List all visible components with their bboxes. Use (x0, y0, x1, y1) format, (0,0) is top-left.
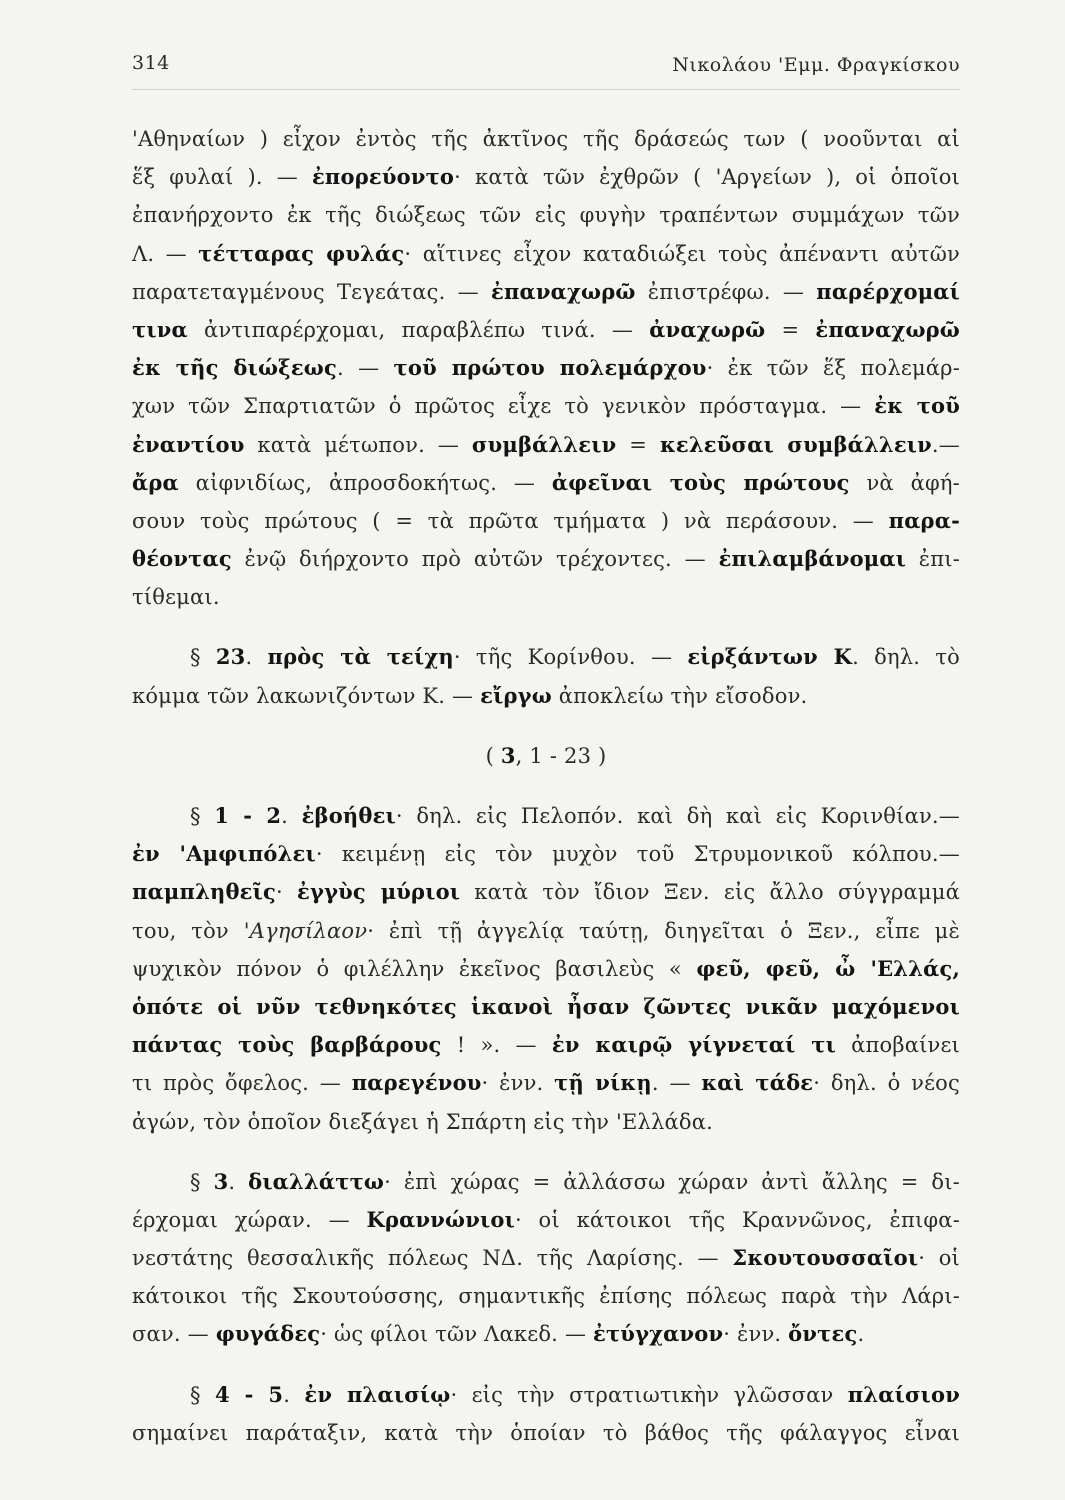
text-line: νεστάτης θεσσαλικῆς πόλεως ΝΔ. τῆς Λαρίσης. — Σκουτουσσαῖοι· οἱ (132, 1245, 960, 1271)
page-number: 314 (132, 52, 170, 74)
section-4-5-line: § 4 - 5. ἐν πλαισίῳ· εἰς τὴν στρατιωτικὴν γλῶσσαν πλαίσιον (190, 1381, 960, 1407)
commentary-text (132, 120, 960, 1452)
text-line: τίθεμαι. (132, 585, 220, 610)
text-line: κόμμα τῶν λακωνιζόντων Κ. — εἴργω ἀποκλείω τὴν εἴσοδον. (132, 682, 808, 708)
text-line: ψυχικὸν πόνον ὁ φιλέλλην ἐκεῖνος βασιλεὺς « φεῦ, φεῦ, ὦ 'Ελλάς, (132, 955, 960, 981)
text-line: θέοντας ἐνῷ διήρχοντο πρὸ αὐτῶν τρέχοντες. — ἐπιλαμβάνομαι ἐπι- (132, 546, 960, 572)
text-line: ἐναντίου κατὰ μέτωπον. — συμβάλλειν = κελεῦσαι συμβάλλειν.— (132, 431, 960, 457)
text-line: χων τῶν Σπαρτιατῶν ὁ πρῶτος εἶχε τὸ γενικὸν πρόσταγμα. — ἐκ τοῦ (132, 393, 960, 419)
text-line: παμπληθεῖς· ἐγγὺς μύριοι κατὰ τὸν ἴδιον Ξεν. εἰς ἄλλο σύγγραμμά (132, 879, 960, 905)
text-line: ὁπότε οἱ νῦν τεθνηκότες ἱκανοὶ ἦσαν ζῶντες νικᾶν μαχόμενοι (132, 993, 960, 1019)
chapter-heading: ( 3, 1 - 23 ) (485, 742, 607, 768)
text-line: του, τὸν 'Αγησίλαον· ἐπὶ τῇ ἀγγελίᾳ ταύτῃ, διηγεῖται ὁ Ξεν., εἶπε μὲ (132, 918, 960, 943)
text-line: τινα ἀντιπαρέρχομαι, παραβλέπω τινά. — ἀναχωρῶ = ἐπαναχωρῶ (132, 316, 960, 342)
paragraph-gap (132, 1354, 960, 1376)
paragraph-gap (132, 715, 960, 737)
text-line: ἄρα αἰφνιδίως, ἀπροσδοκήτως. — ἀφεῖναι τοὺς πρώτους νὰ ἀφή- (132, 469, 960, 495)
text-line: ἐν 'Αμφιπόλει· κειμένῃ εἰς τὸν μυχὸν τοῦ Στρυμονικοῦ κόλπου.— (132, 841, 960, 867)
section-1-2-line: § 1 - 2. ἐβοήθει· δηλ. εἰς Πελοπόν. καὶ δὴ καὶ εἰς Κορινθίαν.— (190, 803, 960, 828)
section-3-line: § 3. διαλλάττω· ἐπὶ χώρας = ἀλλάσσω χώραν ἀντὶ ἄλλης = δι- (190, 1168, 960, 1194)
text-line: Λ. — τέτταρας φυλάς· αἵτινες εἶχον καταδιώξει τοὺς ἀπέναντι αὐτῶν (132, 240, 960, 266)
text-line: πάντας τοὺς βαρβάρους ! ». — ἐν καιρῷ γίγνεταί τι ἀποβαίνει (132, 1032, 960, 1058)
text-line: σημαίνει παράταξιν, κατὰ τὴν ὁποίαν τὸ βάθος τῆς φάλαγγος εἶναι (132, 1420, 960, 1445)
text-line: ἐκ τῆς διώξεως. — τοῦ πρώτου πολεμάρχου· ἐκ τῶν ἕξ πολεμάρ- (132, 355, 960, 381)
text-line: σουν τοὺς πρώτους ( = τὰ πρῶτα τμήματα ) νὰ περάσουν. — παρα- (132, 507, 960, 533)
text-line: ἕξ φυλαί ). — ἐπορεύοντο· κατὰ τῶν ἐχθρῶν ( 'Αργείων ), οἱ ὁποῖοι (132, 164, 960, 190)
text-line: ἐπανήρχοντο ἐκ τῆς διώξεως τῶν εἰς φυγὴν τραπέντων συμμάχων τῶν (132, 203, 960, 228)
text-line: έρχομαι χώραν. — Κραννώνιοι· οἱ κάτοικοι τῆς Κραννῶνος, ἐπιφα- (132, 1206, 960, 1232)
paragraph-gap (132, 1141, 960, 1163)
paragraph-gap (132, 775, 960, 797)
running-head (132, 52, 960, 88)
running-title: Νικολάου 'Εμμ. Φραγκίσκου (672, 54, 960, 76)
paragraph-gap (132, 616, 960, 638)
text-line: σαν. — φυγάδες· ὡς φίλοι τῶν Λακεδ. — ἐτύγχανον· ἐνν. ὄντες. (132, 1321, 865, 1347)
section-23-line: § 23. πρὸς τὰ τείχη· τῆς Κορίνθου. — εἰρξάντων Κ. δηλ. τὸ (190, 644, 960, 670)
text-line: ἀγών, τὸν ὁποῖον διεξάγει ἡ Σπάρτη εἰς τὴν 'Ελλάδα. (132, 1109, 714, 1134)
text-line: τι πρὸς ὄφελος. — παρεγένου· ἐνν. τῇ νίκῃ. — καὶ τάδε· δηλ. ὁ νέος (132, 1070, 960, 1096)
text-line: παρατεταγμένους Τεγεάτας. — ἐπαναχωρῶ ἐπιστρέφω. — παρέρχομαί (132, 278, 960, 304)
text-line: 'Αθηναίων ) εἶχον ἐντὸς τῆς ἀκτῖνος τῆς δράσεώς των ( νοοῦνται αἱ (132, 127, 960, 151)
text-line: κάτοικοι τῆς Σκουτούσσης, σημαντικῆς ἐπίσης πόλεως παρὰ τὴν Λάρι- (132, 1284, 960, 1309)
header-divider (132, 89, 960, 90)
